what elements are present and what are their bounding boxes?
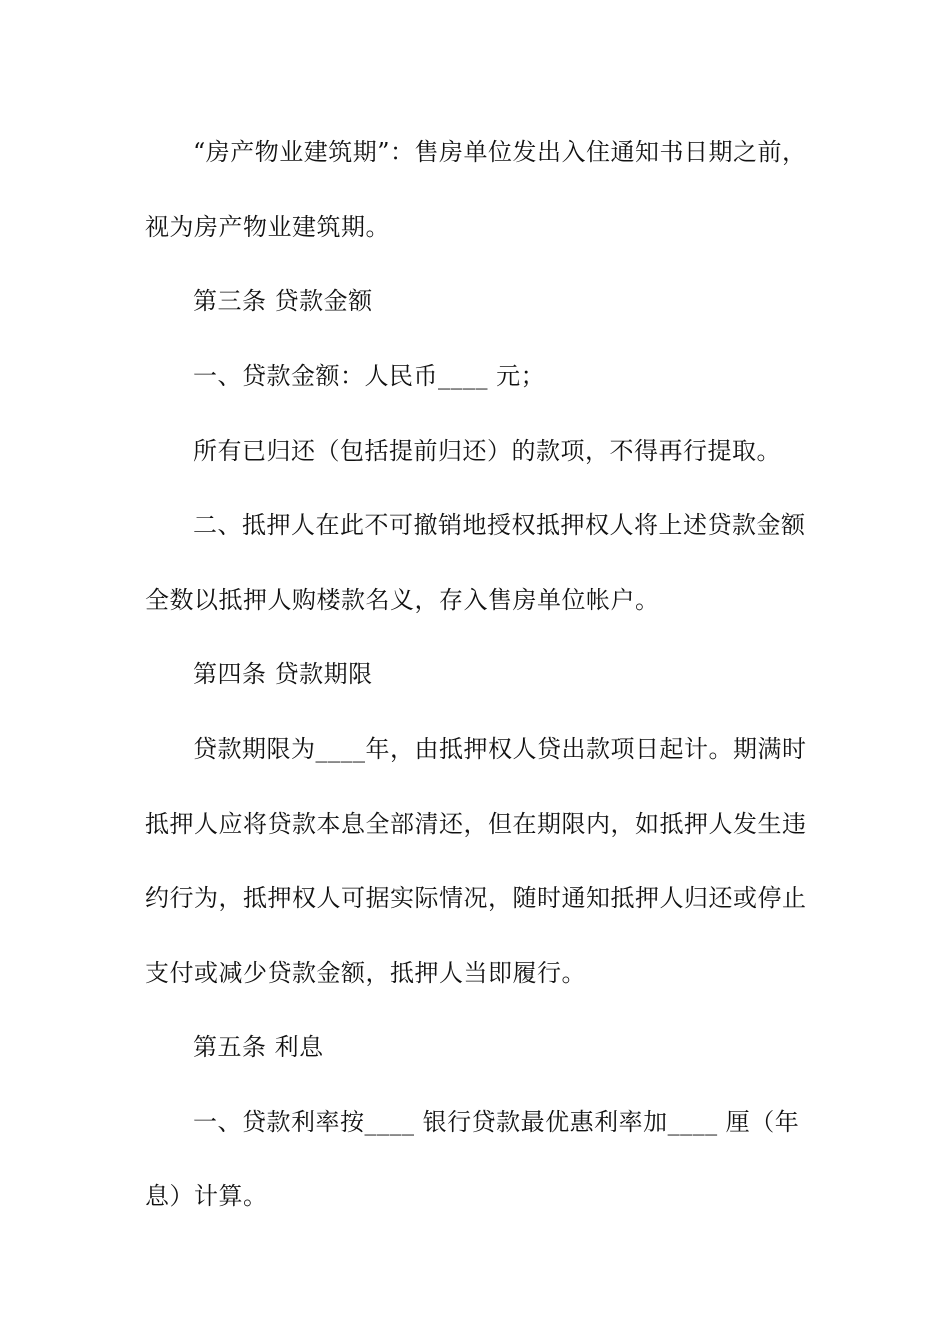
paragraph-line: 支付或减少贷款金额，抵押人当即履行。 bbox=[145, 959, 586, 987]
paragraph-line: 贷款期限为____年，由抵押权人贷出款项日起计。期满时 bbox=[193, 735, 807, 763]
paragraph-line: 视为房产物业建筑期。 bbox=[145, 213, 390, 241]
paragraph-line: 二、抵押人在此不可撤销地授权抵押权人将上述贷款金额 bbox=[193, 511, 806, 539]
paragraph-line: 息）计算。 bbox=[145, 1182, 268, 1210]
paragraph-line: 约行为，抵押权人可据实际情况，随时通知抵押人归还或停止 bbox=[145, 884, 807, 912]
paragraph-line: 抵押人应将贷款本息全部清还，但在期限内，如抵押人发生违 bbox=[145, 810, 807, 838]
paragraph-line: 所有已归还（包括提前归还）的款项，不得再行提取。 bbox=[193, 437, 781, 465]
paragraph-line: 一、贷款金额：人民币____ 元； bbox=[193, 362, 546, 390]
paragraph-line: 全数以抵押人购楼款名义，存入售房单位帐户。 bbox=[145, 586, 660, 614]
paragraph-line: “房产物业建筑期”：售房单位发出入住通知书日期之前， bbox=[193, 138, 807, 166]
section-heading: 第四条 贷款期限 bbox=[193, 660, 373, 688]
section-heading: 第三条 贷款金额 bbox=[193, 287, 373, 315]
section-heading: 第五条 利息 bbox=[193, 1033, 324, 1061]
paragraph-line: 一、贷款利率按____ 银行贷款最优惠利率加____ 厘（年 bbox=[193, 1108, 800, 1136]
